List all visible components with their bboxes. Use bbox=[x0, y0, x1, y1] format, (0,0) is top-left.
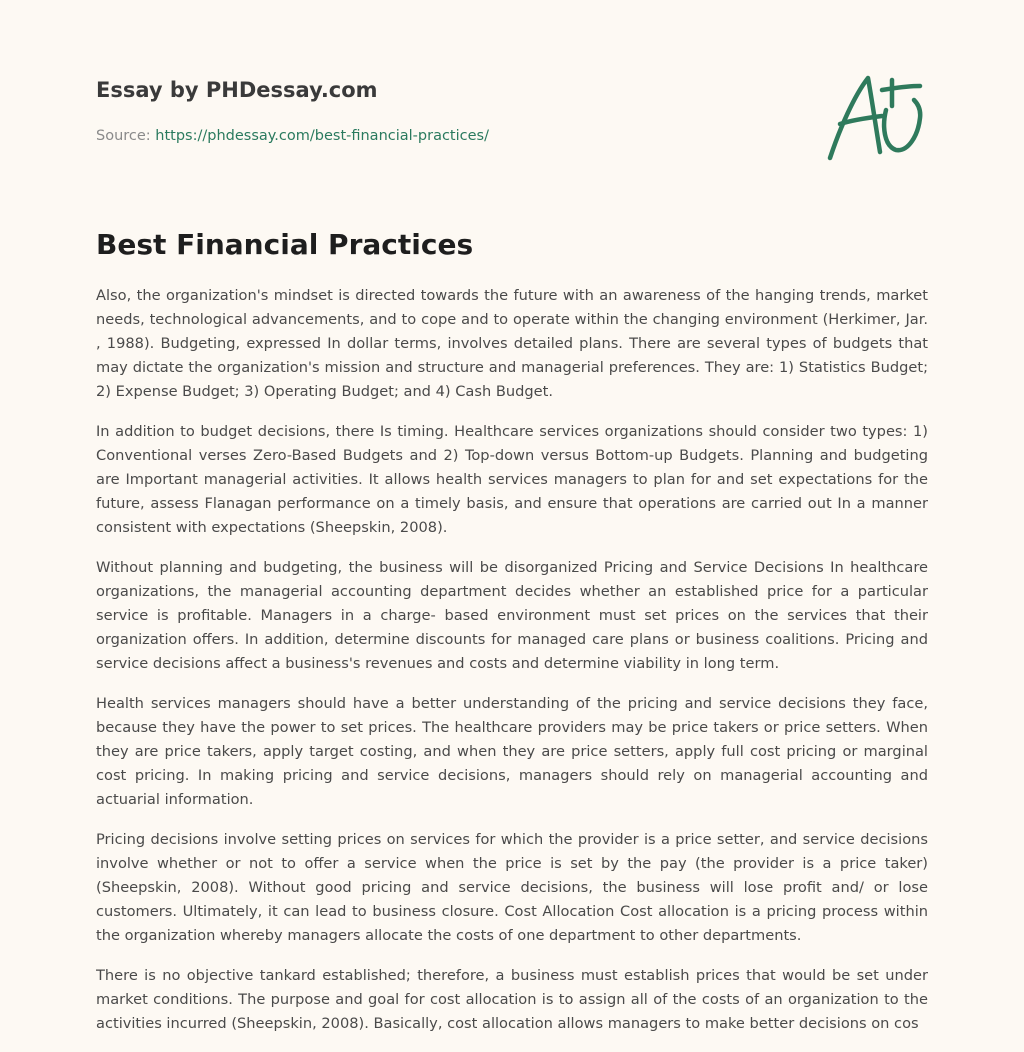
essay-paragraph: Pricing decisions involve setting prices on services for which the provider is a price setter, and service decisions involve whether or not to offer a service when the price is set by the pay (the provider is a price taker) (Sheepskin, 2008). Without good pricing and service decisions, the business will lose profit and/ or lose customers. Ultimately, it can lead to business closure. Cost Allocation Cost allocation is a pricing process within the organization whereby managers allocate the costs of one department to other departments. bbox=[96, 831, 928, 944]
essay-paragraph: In addition to budget decisions, there Is timing. Healthcare services organizations should consider two types: 1) Conventional verses Zero-Based Budgets and 2) Top-down versus Bottom-up Budgets. Planning and budgeting are Important managerial activities. It allows health services managers to plan for and set expectations for the future, assess Flanagan performance on a timely basis, and ensure that operations are carried out In a manner consistent with expectations (Sheepskin, 2008). bbox=[96, 423, 928, 536]
a-plus-grade-icon bbox=[820, 66, 930, 166]
essay-title: Best Financial Practices bbox=[96, 228, 474, 261]
essay-paragraph: Without planning and budgeting, the business will be disorganized Pricing and Service Decisions In healthcare organizations, the managerial accounting department decides whether an established price for a particular service is profitable. Managers in a charge- based environment must set prices on the services that their organization offers. In addition, determine discounts for managed care plans or business coalitions. Pricing and service decisions affect a business's revenues and costs and determine viability in long term. bbox=[96, 559, 928, 672]
source-link[interactable]: https://phdessay.com/best-financial-practices/ bbox=[155, 128, 489, 144]
essay-paragraph: Health services managers should have a better understanding of the pricing and service decisions they face, because they have the power to set prices. The healthcare providers may be price takers or price setters. When they are price takers, apply target costing, and when they are price setters, apply full cost pricing or marginal cost pricing. In making pricing and service decisions, managers should rely on managerial accounting and actuarial information. bbox=[96, 695, 928, 808]
source-label: Source: bbox=[96, 128, 151, 144]
essay-body bbox=[96, 284, 928, 1052]
essay-paragraph: There is no objective tankard established; therefore, a business must establish prices that would be set under market conditions. The purpose and goal for cost allocation is to assign all of the costs of an organization to the activities incurred (Sheepskin, 2008). Basically, cost allocation allows managers to make better decisions on cos bbox=[96, 967, 928, 1032]
essay-header bbox=[96, 76, 796, 146]
essay-paragraph: Also, the organization's mindset is directed towards the future with an awareness of the hanging trends, market needs, technological advancements, and to cope and to operate within the changing environment (Herkimer, Jar. , 1988). Budgeting, expressed In dollar terms, involves detailed plans. There are several types of budgets that may dictate the organization's mission and structure and managerial preferences. They are: 1) Statistics Budget; 2) Expense Budget; 3) Operating Budget; and 4) Cash Budget. bbox=[96, 287, 928, 400]
brand-title: Essay by PHDessay.com bbox=[96, 78, 378, 102]
source-line bbox=[96, 126, 796, 146]
